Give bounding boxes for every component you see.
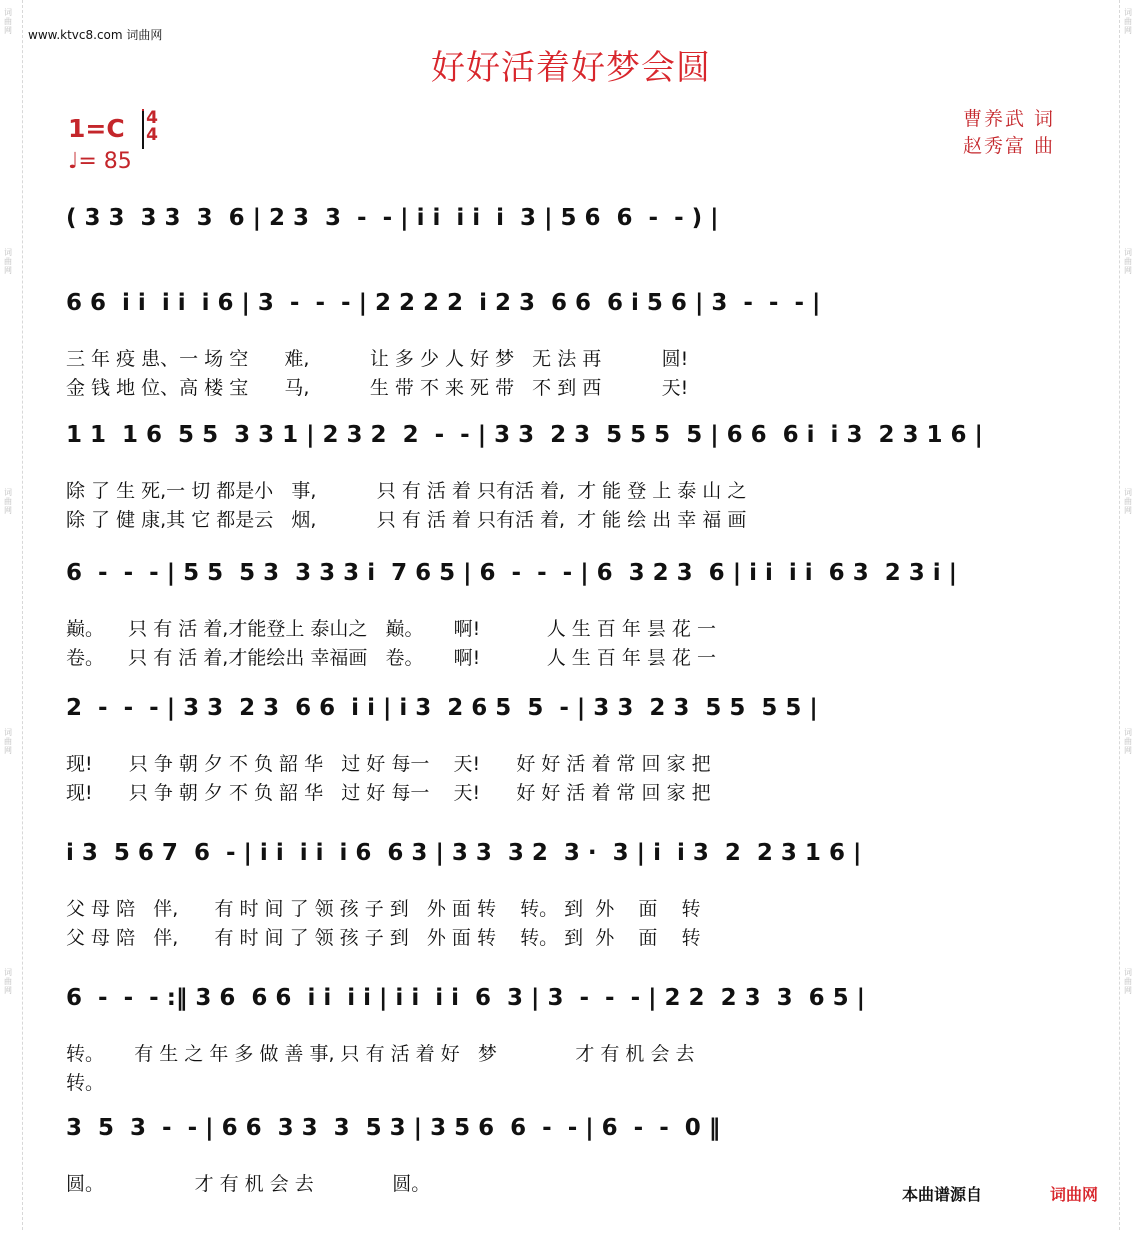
score-row (66, 560, 1076, 680)
lyric-verse-1: 现! 只 争 朝 夕 不 负 韶 华 过 好 每一 天! 好 好 活 着 常 回 家 把 (66, 753, 711, 775)
notation-line: 6 6 i i i i i 6 | 3 - - - | 2 2 2 2 i 2 3 6 6 6 i 5 6 | 3 - - - | (66, 290, 821, 316)
side-watermark: 词曲网 (1124, 488, 1132, 515)
lyric-verse-2: 转。 (66, 1072, 105, 1094)
lyric-verse-1: 巅。 只 有 活 着,才能登上 泰山之 巅。 啊! 人 生 百 年 昙 花 一 (66, 618, 716, 640)
lyric-verse-1: 除 了 生 死,一 切 都是小 事, 只 有 活 着 只有活 着, 才 能 登 上 泰 山 之 (66, 480, 747, 502)
notation-line: 6 - - - | 5 5 5 3 3 3 3 i 7 6 5 | 6 - - - | 6 3 2 3 6 | i i i i 6 3 2 3 i | (66, 560, 958, 586)
composer-credit: 赵秀富 曲 (963, 135, 1056, 157)
notation-line: 6 - - - :‖ 3 6 6 6 i i i i | i i i i 6 3 | 3 - - - | 2 2 2 3 3 6 5 | (66, 985, 866, 1011)
right-watermark-strip (1119, 0, 1142, 1230)
notation-line: i 3 5 6 7 6 - | i i i i i 6 6 3 | 3 3 3 2 3 · 3 | i i 3 2 2 3 1 6 | (66, 840, 862, 866)
notation-line: ( 3 3 3 3 3 6 | 2 3 3 - - | i i i i i 3 | 5 6 6 - - ) | (66, 205, 719, 231)
footer-source-label: 本曲谱源自 (902, 1185, 983, 1204)
time-signature (142, 110, 162, 144)
lyric-verse-2: 现! 只 争 朝 夕 不 负 韶 华 过 好 每一 天! 好 好 活 着 常 回 家 把 (66, 782, 711, 804)
lyric-verse-2: 除 了 健 康,其 它 都是云 烟, 只 有 活 着 只有活 着, 才 能 绘 出 幸 福 画 (66, 509, 747, 531)
side-watermark: 词曲网 (4, 488, 12, 515)
song-title: 好好活着好梦会圆 (431, 48, 711, 88)
notation-line: 1 1 1 6 5 5 3 3 1 | 2 3 2 2 - - | 3 3 2 3 5 5 5 5 | 6 6 6 i i 3 2 3 1 6 | (66, 422, 983, 448)
tempo-marking: ♩= 85 (68, 149, 132, 174)
side-watermark: 词曲网 (4, 8, 12, 35)
notation-line: 2 - - - | 3 3 2 3 6 6 i i | i 3 2 6 5 5 - | 3 3 2 3 5 5 5 5 | (66, 695, 818, 721)
lyric-verse-1: 圆。 才 有 机 会 去 圆。 (66, 1173, 431, 1195)
score-row (66, 1115, 1076, 1235)
key-signature: 1=C (68, 114, 125, 143)
time-sig-top: 4 (146, 108, 158, 128)
score-row (66, 290, 1076, 410)
time-sig-bottom: 4 (146, 125, 158, 145)
left-watermark-strip (0, 0, 23, 1230)
side-watermark: 词曲网 (1124, 8, 1132, 35)
notation-line: 3 5 3 - - | 6 6 3 3 3 5 3 | 3 5 6 6 - - | 6 - - 0 ‖ (66, 1115, 721, 1141)
lyricist-credit: 曹养武 词 (963, 108, 1056, 130)
side-watermark: 词曲网 (4, 728, 12, 755)
score-row (66, 840, 1076, 960)
side-watermark: 词曲网 (1124, 968, 1132, 995)
score-row (66, 695, 1076, 815)
score-row (66, 985, 1076, 1105)
score-row (66, 422, 1076, 542)
lyric-verse-2: 父 母 陪 伴, 有 时 间 了 领 孩 子 到 外 面 转 转。 到 外 面 转 (66, 927, 701, 949)
lyric-verse-1: 三 年 疫 患、一 场 空 难, 让 多 少 人 好 梦 无 法 再 圆! (66, 348, 689, 370)
footer-brand-link[interactable]: 词曲网 (1050, 1185, 1099, 1204)
side-watermark: 词曲网 (1124, 728, 1132, 755)
side-watermark: 词曲网 (4, 968, 12, 995)
lyric-verse-2: 卷。 只 有 活 着,才能绘出 幸福画 卷。 啊! 人 生 百 年 昙 花 一 (66, 647, 716, 669)
side-watermark: 词曲网 (1124, 248, 1132, 275)
lyric-verse-1: 父 母 陪 伴, 有 时 间 了 领 孩 子 到 外 面 转 转。 到 外 面 转 (66, 898, 701, 920)
lyric-verse-1: 转。 有 生 之 年 多 做 善 事, 只 有 活 着 好 梦 才 有 机 会 去 (66, 1043, 695, 1065)
lyric-verse-2: 金 钱 地 位、高 楼 宝 马, 生 带 不 来 死 带 不 到 西 天! (66, 377, 689, 399)
site-watermark[interactable]: www.ktvc8.com 词曲网 (28, 28, 163, 42)
side-watermark: 词曲网 (4, 248, 12, 275)
